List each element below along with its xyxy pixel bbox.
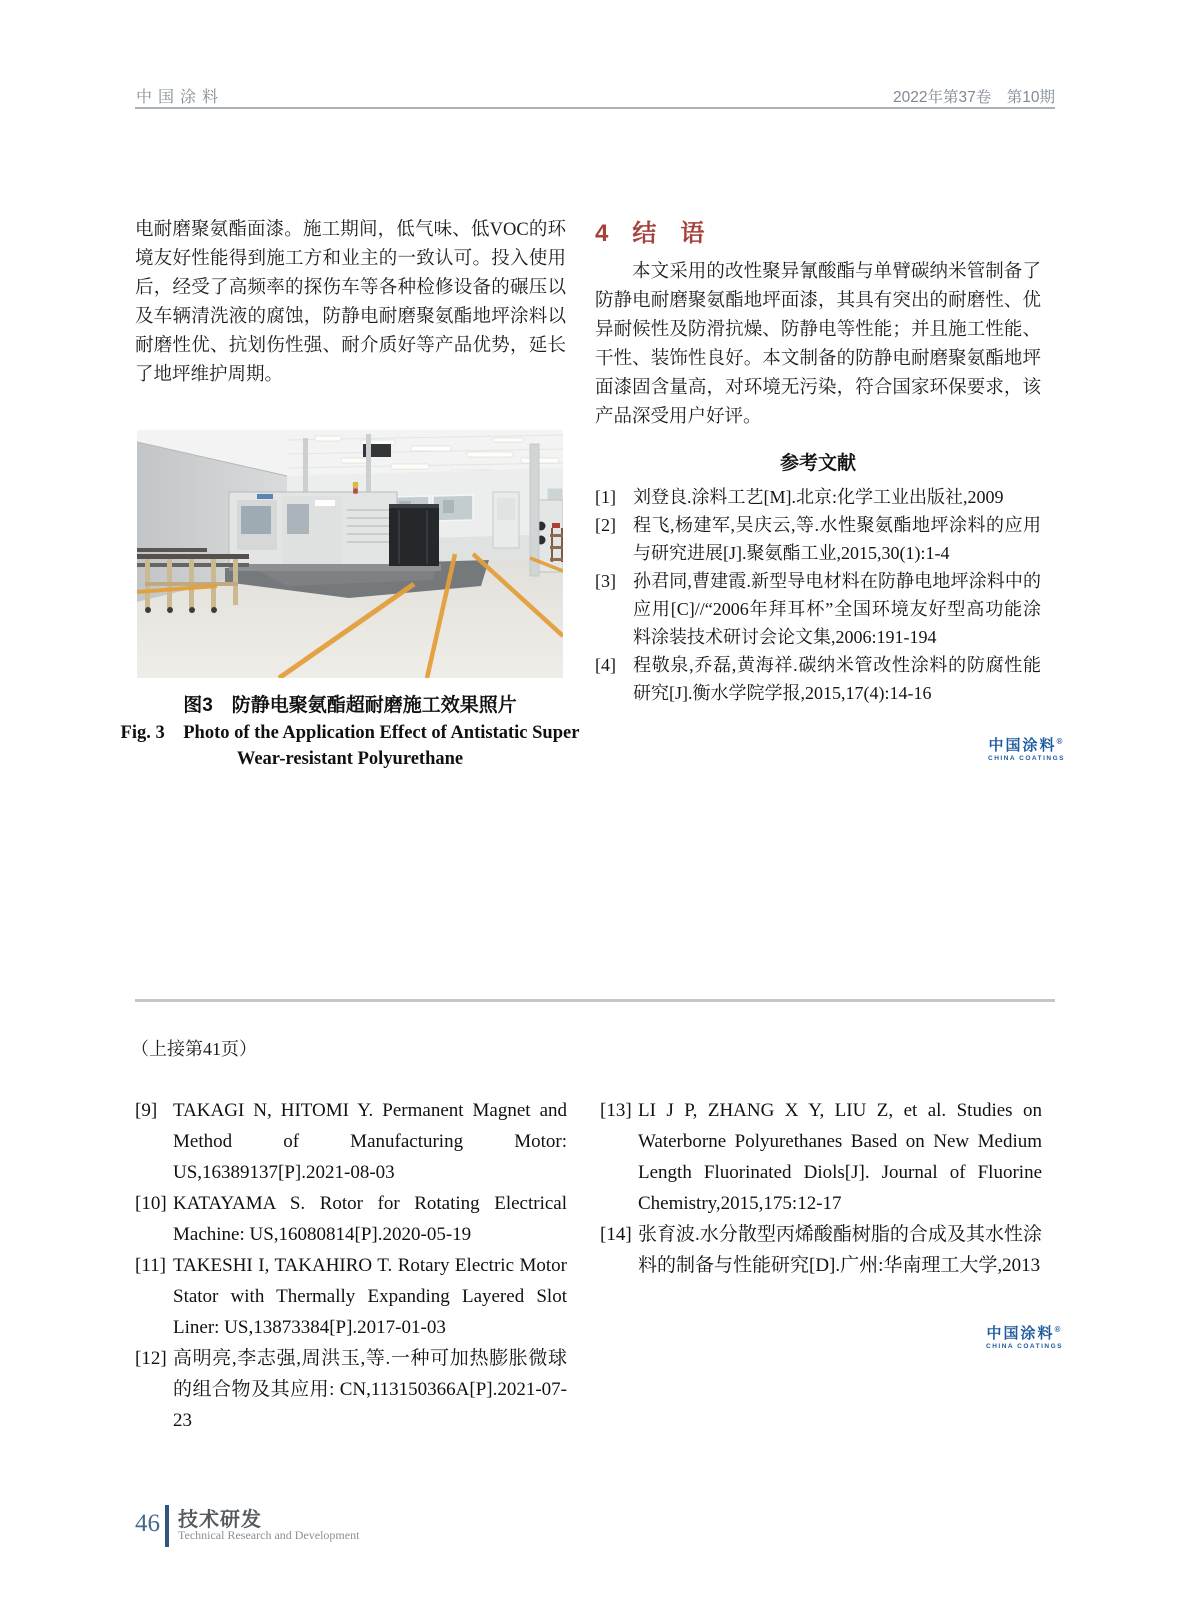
issue-info: 2022年第37卷 第10期 xyxy=(893,89,1055,106)
references-list xyxy=(595,483,1041,707)
logo-text-en: CHINA COATINGS xyxy=(986,1343,1063,1350)
continued-references-left xyxy=(135,1095,567,1436)
right-column xyxy=(595,213,1041,707)
continuation-note: （上接第41页） xyxy=(131,1039,257,1059)
section-number: 4 xyxy=(595,220,609,247)
footer-column-zh: 技术研发 xyxy=(178,1509,262,1531)
section-divider xyxy=(135,999,1055,1002)
reference-number: [2] xyxy=(595,515,616,535)
logo-text-zh: 中国涂料® xyxy=(988,737,1065,754)
reference-text: 张育波.水分散型丙烯酸酯树脂的合成及其水性涂料的制备与性能研究[D].广州:华南理工大学,2013 xyxy=(638,1224,1042,1276)
reference-item-1 xyxy=(595,483,1041,511)
china-coatings-logo xyxy=(986,1326,1063,1351)
reference-item-9 xyxy=(135,1095,567,1188)
figure3-caption-en xyxy=(117,720,583,772)
registered-mark-icon: ® xyxy=(1054,1325,1063,1334)
china-coatings-logo xyxy=(988,738,1065,763)
conclusion-paragraph: 本文采用的改性聚异氰酸酯与单臂碳纳米管制备了防静电耐磨聚氨酯地坪面漆，其具有突出的耐磨性、优异耐候性及防滑抗燥、防静电等性能；并且施工性能、干性、装饰性良好。本文制备的防静电耐磨聚氨酯地坪面漆固含量高，对环境无污染，符合国家环保要求，该产品深受用户好评。 xyxy=(595,262,1041,427)
header-rule xyxy=(135,107,1055,109)
footer-column-en: Technical Research and Development xyxy=(178,1528,360,1542)
reference-number: [4] xyxy=(595,655,616,675)
reference-item-2 xyxy=(595,511,1041,567)
reference-text: TAKESHI I, TAKAHIRO T. Rotary Electric Motor Stator with Thermally Expanding Layered Slot Liner: US,13873384[P].2017-01-03 xyxy=(173,1255,567,1338)
logo-text-zh: 中国涂料® xyxy=(986,1325,1063,1342)
figure3-caption-en-line1: Fig. 3 Photo of the Application Effect of Antistatic Super xyxy=(120,723,580,743)
reference-text: KATAYAMA S. Rotor for Rotating Electrical Machine: US,16080814[P].2020-05-19 xyxy=(173,1193,567,1245)
reference-item-13 xyxy=(600,1095,1042,1219)
reference-number: [1] xyxy=(595,487,616,507)
reference-text: 高明亮,李志强,周洪玉,等.一种可加热膨胀微球的组合物及其应用: CN,113150366A[P].2021-07-23 xyxy=(173,1348,567,1431)
journal-name: 中国涂料 xyxy=(136,89,225,106)
figure3-photo xyxy=(137,430,563,678)
figure3-caption-en-line2: Wear-resistant Polyurethane xyxy=(236,749,464,769)
reference-item-14 xyxy=(600,1219,1042,1281)
reference-number: [10] xyxy=(135,1193,167,1214)
footer-divider-bar xyxy=(165,1505,169,1547)
reference-text: TAKAGI N, HITOMI Y. Permanent Magnet and Method of Manufacturing Motor: US,16389137[P].2021-08-03 xyxy=(173,1100,567,1183)
reference-number: [14] xyxy=(600,1224,632,1245)
reference-number: [12] xyxy=(135,1348,167,1369)
left-paragraph: 电耐磨聚氨酯面漆。施工期间，低气味、低VOC的环境友好性能得到施工方和业主的一致认可。投入使用后，经受了高频率的探伤车等各种检修设备的碾压以及车辆清洗液的腐蚀，防静电耐磨聚氨酯地坪涂料以耐磨性优、抗划伤性强、耐介质好等产品优势，延长了地坪维护周期。 xyxy=(135,220,566,385)
section-heading-conclusion xyxy=(595,213,1041,248)
reference-text: 程敬泉,乔磊,黄海祥.碳纳米管改性涂料的防腐性能研究[J].衡水学院学报,2015,17(4):14-16 xyxy=(633,655,1041,703)
reference-text: 孙君同,曹建霞.新型导电材料在防静电地坪涂料中的应用[C]//“2006年拜耳杯”全国环境友好型高功能涂料涂装技术研讨会论文集,2006:191-194 xyxy=(633,571,1041,647)
reference-text: LI J P, ZHANG X Y, LIU Z, et al. Studies on Waterborne Polyurethanes Based on New Medium Length Fluorinated Diols[J]. Journal of Fluorine Chemistry,2015,175:12-17 xyxy=(638,1100,1042,1214)
reference-number: [3] xyxy=(595,571,616,591)
reference-item-10 xyxy=(135,1188,567,1250)
section-title: 结 语 xyxy=(632,220,705,247)
reference-number: [9] xyxy=(135,1100,158,1121)
reference-item-3 xyxy=(595,567,1041,651)
registered-mark-icon: ® xyxy=(1056,737,1065,746)
reference-text: 程飞,杨建军,吴庆云,等.水性聚氨酯地坪涂料的应用与研究进展[J].聚氨酯工业,2015,30(1):1-4 xyxy=(633,515,1041,563)
reference-number: [11] xyxy=(135,1255,166,1276)
continued-references-right xyxy=(600,1095,1042,1281)
references-title: 参考文献 xyxy=(779,453,856,474)
logo-text-en: CHINA COATINGS xyxy=(988,755,1065,762)
left-column xyxy=(135,216,566,390)
reference-item-4 xyxy=(595,651,1041,707)
page-number: 46 xyxy=(135,1510,160,1537)
reference-text: 刘登良.涂料工艺[M].北京:化学工业出版社,2009 xyxy=(633,487,1004,507)
reference-item-11 xyxy=(135,1250,567,1343)
reference-item-12 xyxy=(135,1343,567,1436)
figure3-caption-zh: 图3 防静电聚氨酯超耐磨施工效果照片 xyxy=(183,695,517,716)
reference-number: [13] xyxy=(600,1100,632,1121)
